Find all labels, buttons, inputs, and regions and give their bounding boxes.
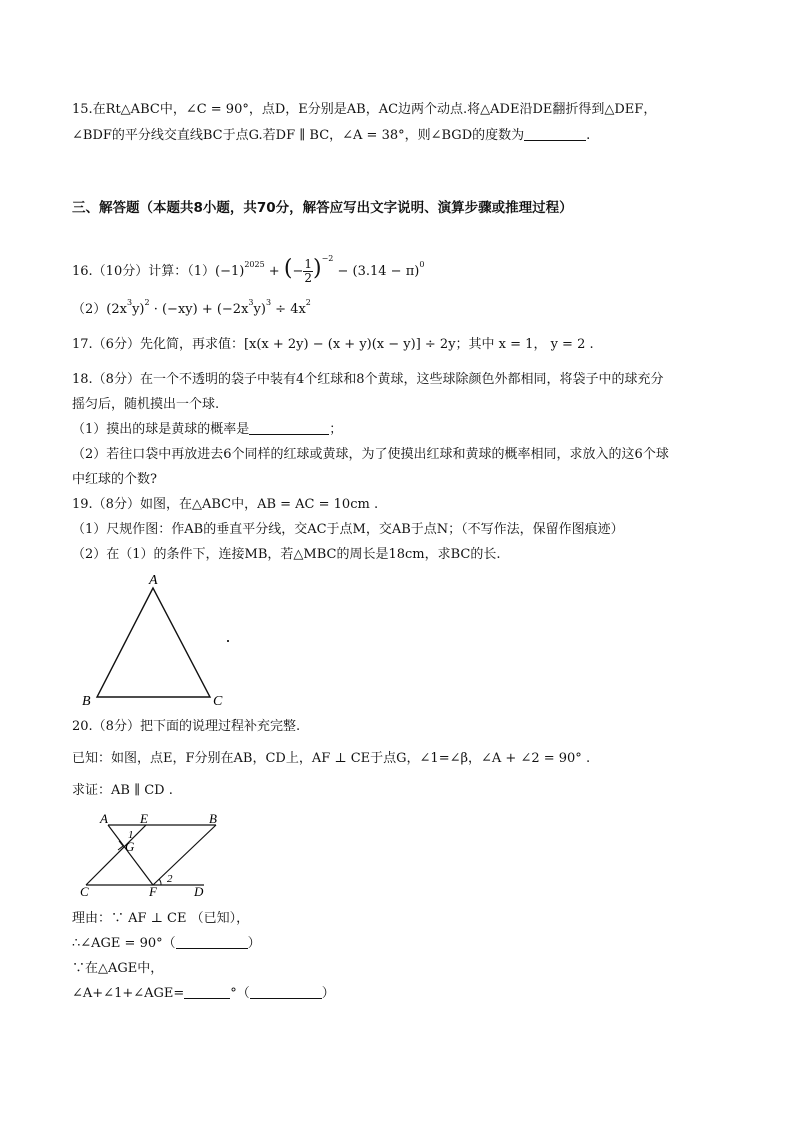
q20-blank-2[interactable] — [184, 985, 230, 999]
label-e: E — [140, 811, 148, 826]
q16-paren-close: ) — [312, 256, 322, 281]
q16-paren-open: ( — [283, 256, 293, 281]
q20-line2: 已知：如图，点E，F分别在AB，CD上，AF ⊥ CE于点G，∠1=∠β，∠A + ∠2 = 90° . — [72, 751, 591, 766]
q16-part2: $(2)(2x^3y)^2 \cdot (-xy) + (-2x^3y)^3 \div 4x^2$ — [72, 298, 311, 317]
label-c: C — [213, 694, 223, 709]
q15-line2 — [72, 127, 590, 145]
q20-reason3: ∵在△AGE中， — [72, 961, 164, 976]
label-b: B — [209, 811, 217, 826]
parallelogram-figure — [72, 808, 222, 900]
q16-p1-b-exp: −2 — [321, 254, 334, 263]
q16-fraction: $\frac{1}{2}$ — [304, 257, 312, 285]
section-3-heading: 三、解答题（本题共8小题，共70分，解答应写出文字说明、演算步骤或推理过程） — [72, 200, 573, 216]
angle-2-arc — [159, 879, 161, 885]
q15-answer-blank[interactable] — [524, 127, 586, 141]
q19-line1: 19.（8分）如图，在△ABC中，AB = AC = 10cm . — [72, 497, 379, 512]
q15-line1: 15.在Rt△ABC中，∠C = 90°，点D，E分别是AB，AC边两个动点.将△ADE沿DE翻折得到△DEF， — [72, 102, 657, 117]
q19-line3: （2）在（1）的条件下，连接MB，若△MBC的周长是18cm，求BC的长. — [72, 547, 501, 562]
q20-reason2: ∴∠AGE = 90°（ ） — [72, 936, 261, 951]
label-d: D — [194, 884, 204, 899]
q18-line4: （2）若往口袋中再放进去6个同样的红球或黄球，为了使摸出红球和黄球的概率相同，求放入的这6个球 — [72, 447, 669, 462]
q20-reason1: 理由：∵ AF ⊥ CE （已知）， — [72, 911, 250, 926]
line-fb — [153, 825, 216, 885]
q17: 17.（6分）先化简，再求值：[x(x + 2y) − (x + y)(x − y)] ÷ 2y；其中 x = 1， y = 2 . — [72, 337, 594, 352]
q16-p1-c-exp: 0 — [419, 260, 425, 269]
q16-p1-a-exp: 2025 — [244, 260, 265, 269]
q18-line2: 摇匀后，随机摸出一个球. — [72, 397, 220, 412]
q15-line2-text: ∠BDF的平分线交直线BC于点G.若DF ∥ BC，∠A = 38°，则∠BGD的度数为 — [72, 128, 525, 143]
q18-line1: 18.（8分）在一个不透明的袋子中装有4个红球和8个黄球，这些球除颜色外都相同，将袋子中的球充分 — [72, 372, 664, 387]
label-angle-2: 2 — [167, 873, 173, 885]
q16-label: 16.（10分）计算：（1） — [72, 264, 215, 279]
q16-p1-plus: + — [264, 264, 284, 279]
q16-p1-a: (−1) — [215, 264, 245, 279]
q18-answer-blank[interactable] — [249, 421, 329, 435]
q20-blank-3[interactable] — [250, 985, 322, 999]
q16-p1-c: − (3.14 − π) — [333, 264, 420, 279]
q20-line3: 求证：AB ∥ CD . — [72, 783, 173, 798]
q20-blank-1[interactable] — [176, 935, 248, 949]
q20-reason4: ∠A+∠1+∠AGE= °（ ） — [72, 986, 335, 1001]
label-f: F — [149, 884, 157, 899]
label-a: A — [100, 811, 108, 826]
q18-line3: （1）摸出的球是黄球的概率是 ； — [72, 422, 343, 437]
label-a: A — [149, 573, 158, 588]
triangle-figure — [70, 568, 250, 713]
label-c: C — [80, 884, 89, 899]
line-ec — [86, 825, 146, 885]
q18-line5: 中红球的个数? — [72, 472, 157, 487]
triangle-abc — [97, 588, 210, 697]
q19-line2: （1）尺规作图：作AB的垂直平分线，交AC于点M，交AB于点N；（不写作法，保留作图痕迹） — [72, 522, 624, 537]
q20-line1: 20.（8分）把下面的说理过程补充完整. — [72, 719, 301, 734]
label-g: G — [125, 839, 135, 854]
q16-part1: 16.（10分）计算：$(1)(-1)^{2025}$ + (− $\frac{1}{2}$ )$^{-2} - (3.14 - \pi)^0$ — [72, 254, 425, 285]
label-angle-1: 1 — [128, 829, 134, 841]
stray-dot — [227, 640, 229, 642]
q15-line2-end: . — [586, 128, 591, 143]
label-b: B — [82, 694, 91, 709]
